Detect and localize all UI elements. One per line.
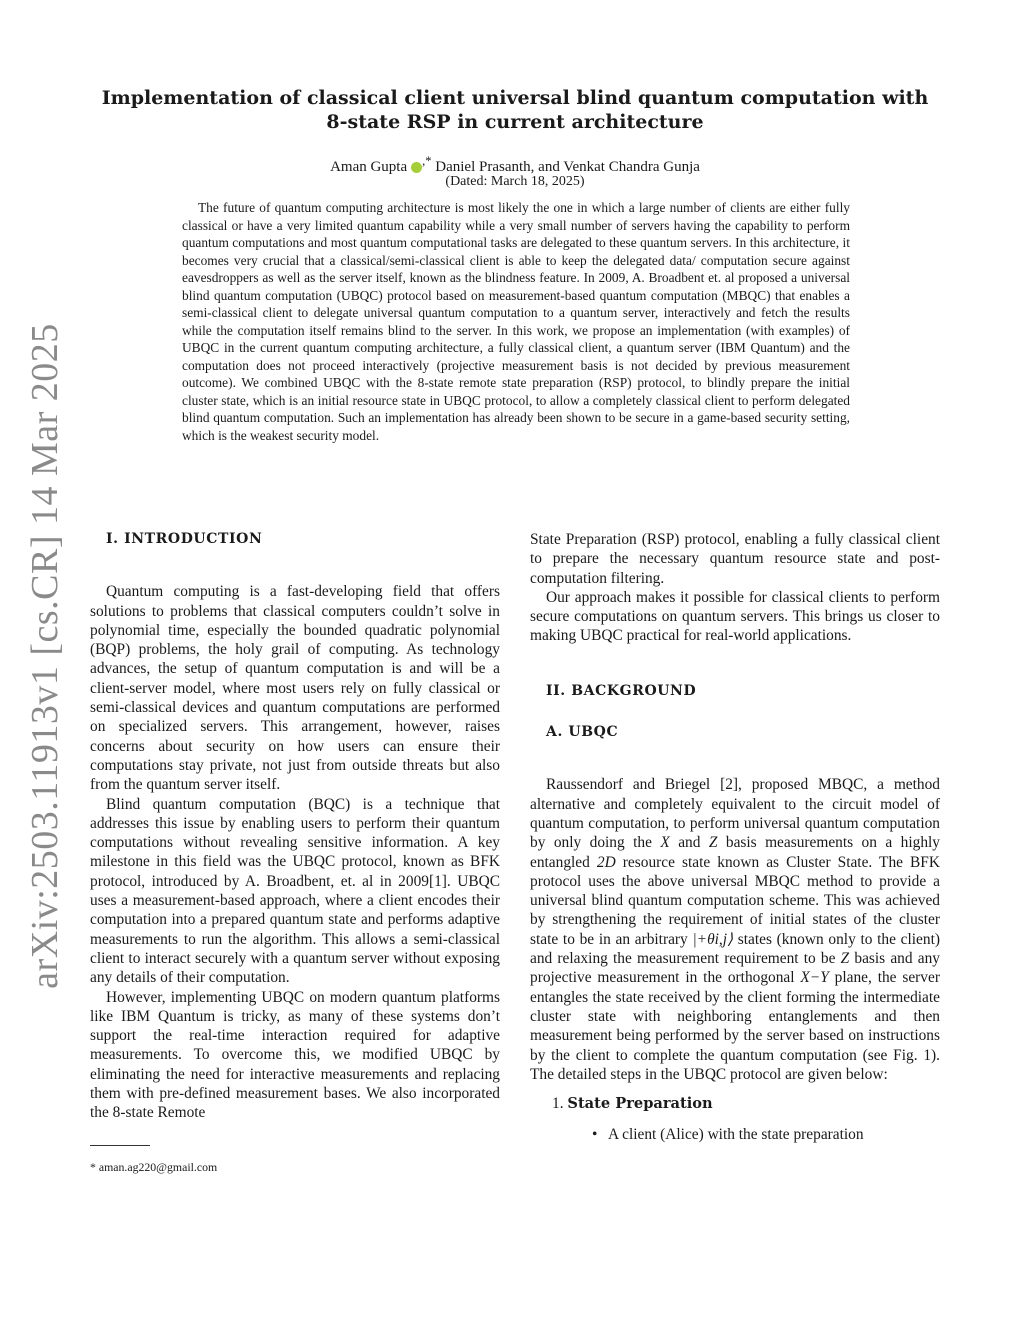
list-item-label: State Preparation bbox=[567, 1095, 713, 1113]
ubqc-paragraph bbox=[530, 775, 940, 1084]
math-x-y-plane: X−Y bbox=[800, 969, 829, 987]
math-z: Z bbox=[708, 834, 718, 852]
first-author: Aman Gupta bbox=[330, 159, 408, 175]
arxiv-side-identifier bbox=[20, 0, 70, 1325]
intro-paragraph-1: Quantum computing is a fast-developing field that offers solutions to problems that classical computers couldn’t solve in polynomial time, especially the bounded quadratic polynomial (BQP) problems, the holy grail of computing. As technology advances, the setup of quantum computation is and will be a client-server model, where most users rely on fully classical or semi-classical devices and quantum computations are performed on specialized servers. This arrangement, however, raises concerns about security on how users can ensure their computations stay private, not just from outside threats but also from the quantum server itself. bbox=[90, 583, 500, 794]
math-z-basis: Z bbox=[840, 950, 850, 968]
list-number: 1. bbox=[552, 1095, 564, 1113]
ubqc-text-2: basis measurements on a highly entangled bbox=[530, 834, 940, 871]
ubqc-text-5: basis and any projective measurement in the orthogonal bbox=[530, 950, 940, 987]
left-column bbox=[90, 530, 500, 1175]
intro-paragraph-2: Blind quantum computation (BQC) is a technique that addresses this issue by enabling users to perform their quantum computations without revealing sensitive information. A key milestone in this field was the UBQC protocol, known as BFK protocol, introduced by A. Broadbent, et. al in 2009[1]. UBQC uses a measurement-based approach, where a client encodes their computation into a prepared quantum state and performs adaptive measurements to run the algorithm. This allows a semi-classical client to interact securely with a quantum server without exposing any details of their computation. bbox=[90, 795, 500, 987]
ubqc-text-1: Raussendorf and Briegel [2], proposed MBQC, a method alternative and completely equivalent to the circuit model of quantum computation, to perform universal quantum computation by only doing the bbox=[530, 776, 940, 852]
section-heading-introduction: I. INTRODUCTION bbox=[106, 531, 263, 547]
section-heading-background: II. BACKGROUND bbox=[546, 682, 697, 699]
dated-line: (Dated: March 18, 2025) bbox=[445, 174, 585, 189]
bullet-icon: • bbox=[592, 1126, 598, 1144]
intro-paragraph-3: However, implementing UBQC on modern quantum platforms like IBM Quantum is tricky, as many of these systems don’t support the real-time interaction required for adaptive measurements. To overcome this, we modified UBQC by eliminating the need for interactive measurements and replacing them with pre-defined measurement bases. We also incorporated the 8-state Remote bbox=[90, 988, 500, 1122]
bullet-item bbox=[592, 1125, 940, 1144]
ubqc-text-3: resource state known as Cluster State. The BFK protocol uses the above universal MBQC method to provide a universal blind quantum computation scheme. This was achieved by strengthening the requirement of initial states of the cluster state to be in an arbitrary bbox=[530, 853, 940, 948]
arxiv-id-text: arXiv:2503.11913v1 [cs.CR] 14 Mar 2025 bbox=[24, 323, 66, 989]
list-item-state-preparation bbox=[552, 1094, 940, 1113]
footnote-email: * aman.ag220@gmail.com bbox=[90, 1159, 218, 1174]
math-2d: 2D bbox=[596, 853, 616, 871]
footnote-divider bbox=[90, 1145, 150, 1146]
approach-paragraph: Our approach makes it possible for classical clients to perform secure computations on quantum servers. This brings us closer to making UBQC practical for real-world applications. bbox=[530, 588, 940, 645]
author-marker: ,* bbox=[422, 154, 432, 168]
ubqc-text-and: and bbox=[678, 834, 701, 852]
math-x: X bbox=[660, 834, 670, 852]
rsp-continuation-paragraph: State Preparation (RSP) protocol, enabling a fully classical client to prepare the necessary quantum resource state and post-computation filtering. bbox=[530, 531, 940, 587]
other-authors: Daniel Prasanth, and Venkat Chandra Gunja bbox=[435, 159, 700, 175]
subsection-heading-ubqc: A. UBQC bbox=[546, 724, 619, 741]
paper-title: Implementation of classical client universal blind quantum computation with 8-state RSP in current architecture bbox=[101, 87, 929, 133]
ubqc-text-4: states (known only to the client) and relaxing the measurement requirement to be bbox=[530, 930, 940, 968]
ubqc-text-6: plane, the server entangles the state received by the client forming the intermediate cluster state with neighboring entanglements and then measurement being performed by the server based on instructions by the client to complete the quantum computation (see Fig. 1). The detailed steps in the UBQC protocol are given below: bbox=[530, 969, 940, 1083]
right-column bbox=[530, 530, 940, 1145]
orcid-icon[interactable] bbox=[411, 162, 422, 173]
bullet-text: A client (Alice) with the state preparation bbox=[608, 1126, 864, 1144]
math-ket-plus-theta: |+θi,j⟩ bbox=[692, 930, 734, 948]
abstract: The future of quantum computing architecture is most likely the one in which a large number of clients are either fully classical or have a very limited quantum capability while a very small number of servers having the capability to perform quantum computations and most quantum computational tasks are delegated to these quantum servers. In this architecture, it becomes very crucial that a classical/semi-classical client is able to keep the delegated data/ computation secure against eavesdroppers as well as the server itself, known as the blindness feature. In 2009, A. Broadbent et. al proposed a universal blind quantum computation (UBQC) protocol based on measurement-based quantum computation (MBQC) that enables a semi-classical client to delegate universal quantum computation to a quantum server, interactively and fetch the results while the computation itself remains blind to the server. In this work, we propose an implementation (with examples) of UBQC in the current quantum computing architecture, a fully classical client, a quantum server (IBM Quantum) and the computation does not proceed interactively (projective measurement basis is not decided by previous measurement outcome). We combined UBQC with the 8-state remote state preparation (RSP) protocol, to blindly prepare the initial cluster state, which is an initial resource state in UBQC protocol, to allow a completely classical client to perform delegated blind quantum computation. Such an implementation has already been shown to be secure in a game-based security setting, which is the weakest security model. bbox=[182, 200, 850, 443]
